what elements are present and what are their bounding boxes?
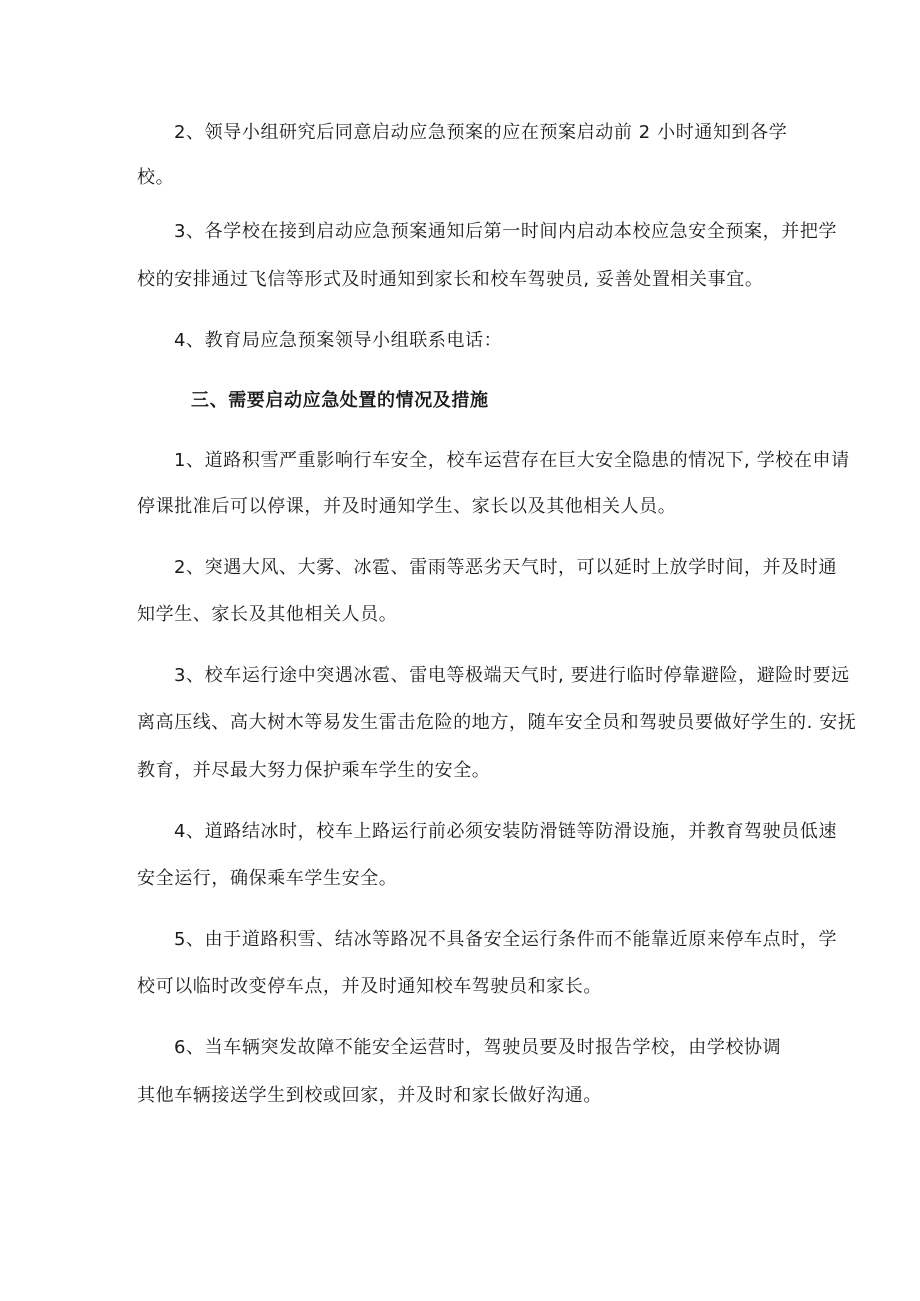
para-2-line-2: 校。: [137, 167, 175, 188]
item-1-line-2: 停课批准后可以停课，并及时通知学生、家长以及其他相关人员。: [137, 496, 677, 517]
para-3-line-1: 3、各学校在接到启动应急预案通知后第一时间内启动本校应急安全预案，并把学: [174, 221, 838, 242]
item-3-line-3: 教育，并尽最大努力保护乘车学生的安全。: [137, 760, 491, 781]
item-2-line-1: 2、突遇大风、大雾、冰雹、雷雨等恶劣天气时，可以延时上放学时间，并及时通: [174, 557, 838, 578]
para-2-line-1: 2、领导小组研究后同意启动应急预案的应在预案启动前 2 小时通知到各学: [174, 122, 788, 143]
item-6-line-2: 其他车辆接送学生到校或回家，并及时和家长做好沟通。: [137, 1085, 602, 1106]
para-3-line-2: 校的安排通过飞信等形式及时通知到家长和校车驾驶员, 妥善处置相关事宜。: [137, 269, 764, 290]
para-4-line-1: 4、教育局应急预案领导小组联系电话：: [174, 330, 503, 351]
item-6-line-1: 6、当车辆突发故障不能安全运营时，驾驶员要及时报告学校，由学校协调: [174, 1037, 782, 1058]
section-heading: 三、需要启动应急处置的情况及措施: [191, 390, 489, 411]
item-2-line-2: 知学生、家长及其他相关人员。: [137, 604, 398, 625]
item-5-line-1: 5、由于道路积雪、结冰等路况不具备安全运行条件而不能靠近原来停车点时，学: [174, 929, 838, 950]
item-3-line-1: 3、校车运行途中突遇冰雹、雷电等极端天气时, 要进行临时停靠避险，避险时要远: [174, 665, 850, 686]
item-4-line-1: 4、道路结冰时，校车上路运行前必须安装防滑链等防滑设施，并教育驾驶员低速: [174, 821, 838, 842]
item-1-line-1: 1、道路积雪严重影响行车安全，校车运营存在巨大安全隐患的情况下, 学校在申请: [174, 450, 850, 471]
item-5-line-2: 校可以临时改变停车点，并及时通知校车驾驶员和家长。: [137, 976, 602, 997]
item-3-line-2: 离高压线、高大树木等易发生雷击危险的地方，随车安全员和驾驶员要做好学生的. 安抚: [137, 712, 857, 733]
item-4-line-2: 安全运行，确保乘车学生安全。: [137, 868, 398, 889]
